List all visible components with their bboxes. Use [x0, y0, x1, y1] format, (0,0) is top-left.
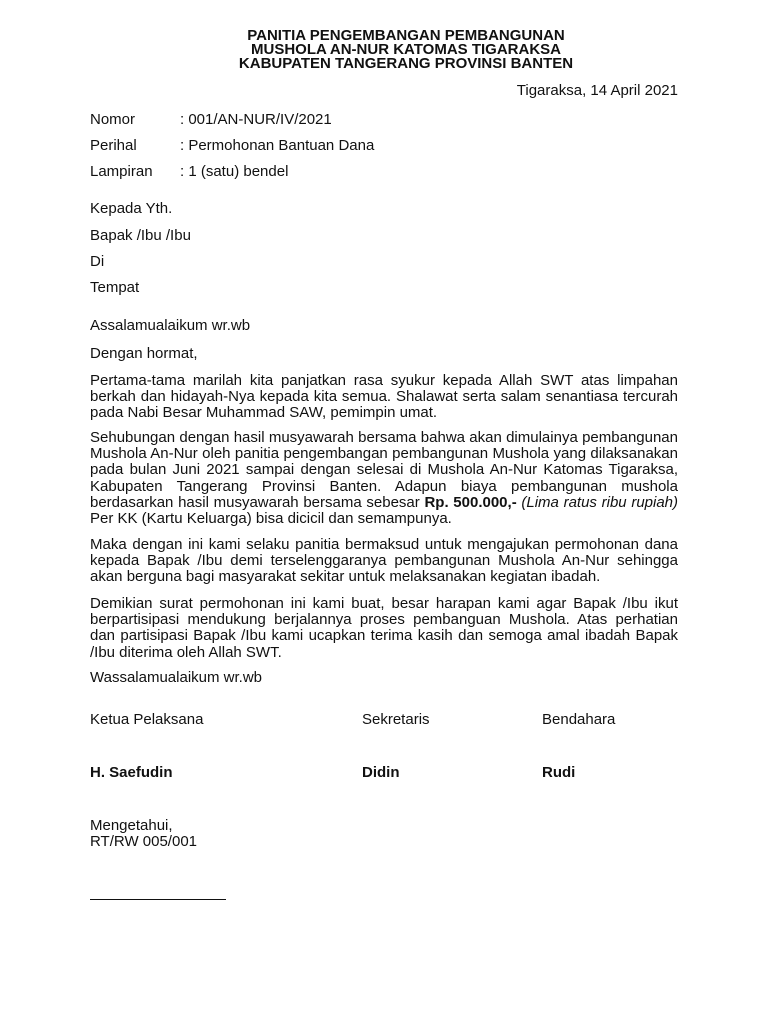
paragraph-1: Pertama-tama marilah kita panjatkan rasa syukur kepada Allah SWT atas limpahan berkah dan hidayah-Nya kepada kita semua. Shalawat serta salam senantiasa tercurah pada Nabi Besar Muhammad SAW, pemimpin umat. — [90, 372, 678, 422]
letterhead-line-2: MUSHOLA AN-NUR KATOMAS TIGARAKSA — [251, 41, 561, 58]
signatory-name-secretary: Didin — [362, 764, 400, 781]
letter-date: Tigaraksa, 14 April 2021 — [516, 82, 678, 99]
signatory-title-treasurer: Bendahara — [542, 711, 616, 728]
meta-attachment-value: : 1 (satu) bendel — [180, 163, 289, 180]
paragraph-2-amount-words: (Lima ratus ribu rupiah) — [521, 493, 679, 511]
meta-subject-label: Perihal — [90, 137, 137, 154]
closing-greeting: Wassalamualaikum wr.wb — [90, 669, 262, 686]
paragraph-2-amount: Rp. 500.000,- — [424, 493, 517, 511]
signatory-name-chairman: H. Saefudin — [90, 764, 173, 781]
meta-number-label: Nomor — [90, 111, 136, 128]
letterhead — [134, 29, 678, 71]
letterhead-line-3: KABUPATEN TANGERANG PROVINSI BANTEN — [238, 55, 574, 72]
meta-attachment-label: Lampiran — [90, 163, 153, 180]
signatory-title-chairman: Ketua Pelaksana — [90, 711, 204, 728]
signature-line — [90, 899, 226, 900]
paragraph-2-text-after: Per KK (Kartu Keluarga) bisa dicicil dan semampunya. — [90, 510, 452, 528]
acknowledgement-party: RT/RW 005/001 — [90, 833, 197, 850]
paragraph-2-text-before: Sehubungan dengan hasil musyawarah bersama bahwa akan dimulainya pembangunan Mushola An-Nur oleh panitia pengembangan pembangunan Mushola yang dilaksanakan pada bulan Juni 2021 sampai dengan selesai di Mushola An-Nur Katomas Tigaraksa, Kabupaten Tangerang Provinsi Banten. Adapun biaya pembangunan mushola berdasarkan hasil musyawarah bersama sebesar — [90, 429, 678, 511]
paragraph-2 — [90, 430, 678, 527]
paragraph-3: Maka dengan ini kami selaku panitia bermaksud untuk mengajukan permohonan dana kepada Bapak /Ibu demi terselenggaranya pembangunan Mushola An-Nur sehingga akan berguna bagi masyarakat sekitar untuk melaksanakan kegiatan ibadah. — [90, 536, 678, 586]
salutation: Dengan hormat, — [90, 345, 198, 362]
meta-number-value: : 001/AN-NUR/IV/2021 — [180, 111, 332, 128]
paragraph-4: Demikian surat permohonan ini kami buat, besar harapan kami agar Bapak /Ibu ikut berpartisipasi mendukung berjalannya proses pembanguan Mushola. Atas perhatian dan partisipasi Bapak /Ibu kami ucapkan terima kasih dan semoga amal ibadah Bapak /Ibu diterima oleh Allah SWT. — [90, 595, 678, 661]
recipient-line-2: Bapak /Ibu /Ibu — [90, 227, 191, 244]
signatory-title-secretary: Sekretaris — [362, 711, 430, 728]
signatory-name-treasurer: Rudi — [542, 764, 576, 781]
acknowledgement-label: Mengetahui, — [90, 817, 173, 834]
recipient-line-4: Tempat — [90, 279, 140, 296]
recipient-line-3: Di — [90, 253, 105, 270]
letterhead-line-1: PANITIA PENGEMBANGAN PEMBANGUNAN — [247, 27, 565, 44]
recipient-line-1: Kepada Yth. — [90, 200, 173, 217]
meta-subject-value: : Permohonan Bantuan Dana — [180, 137, 375, 154]
opening-greeting: Assalamualaikum wr.wb — [90, 317, 251, 334]
